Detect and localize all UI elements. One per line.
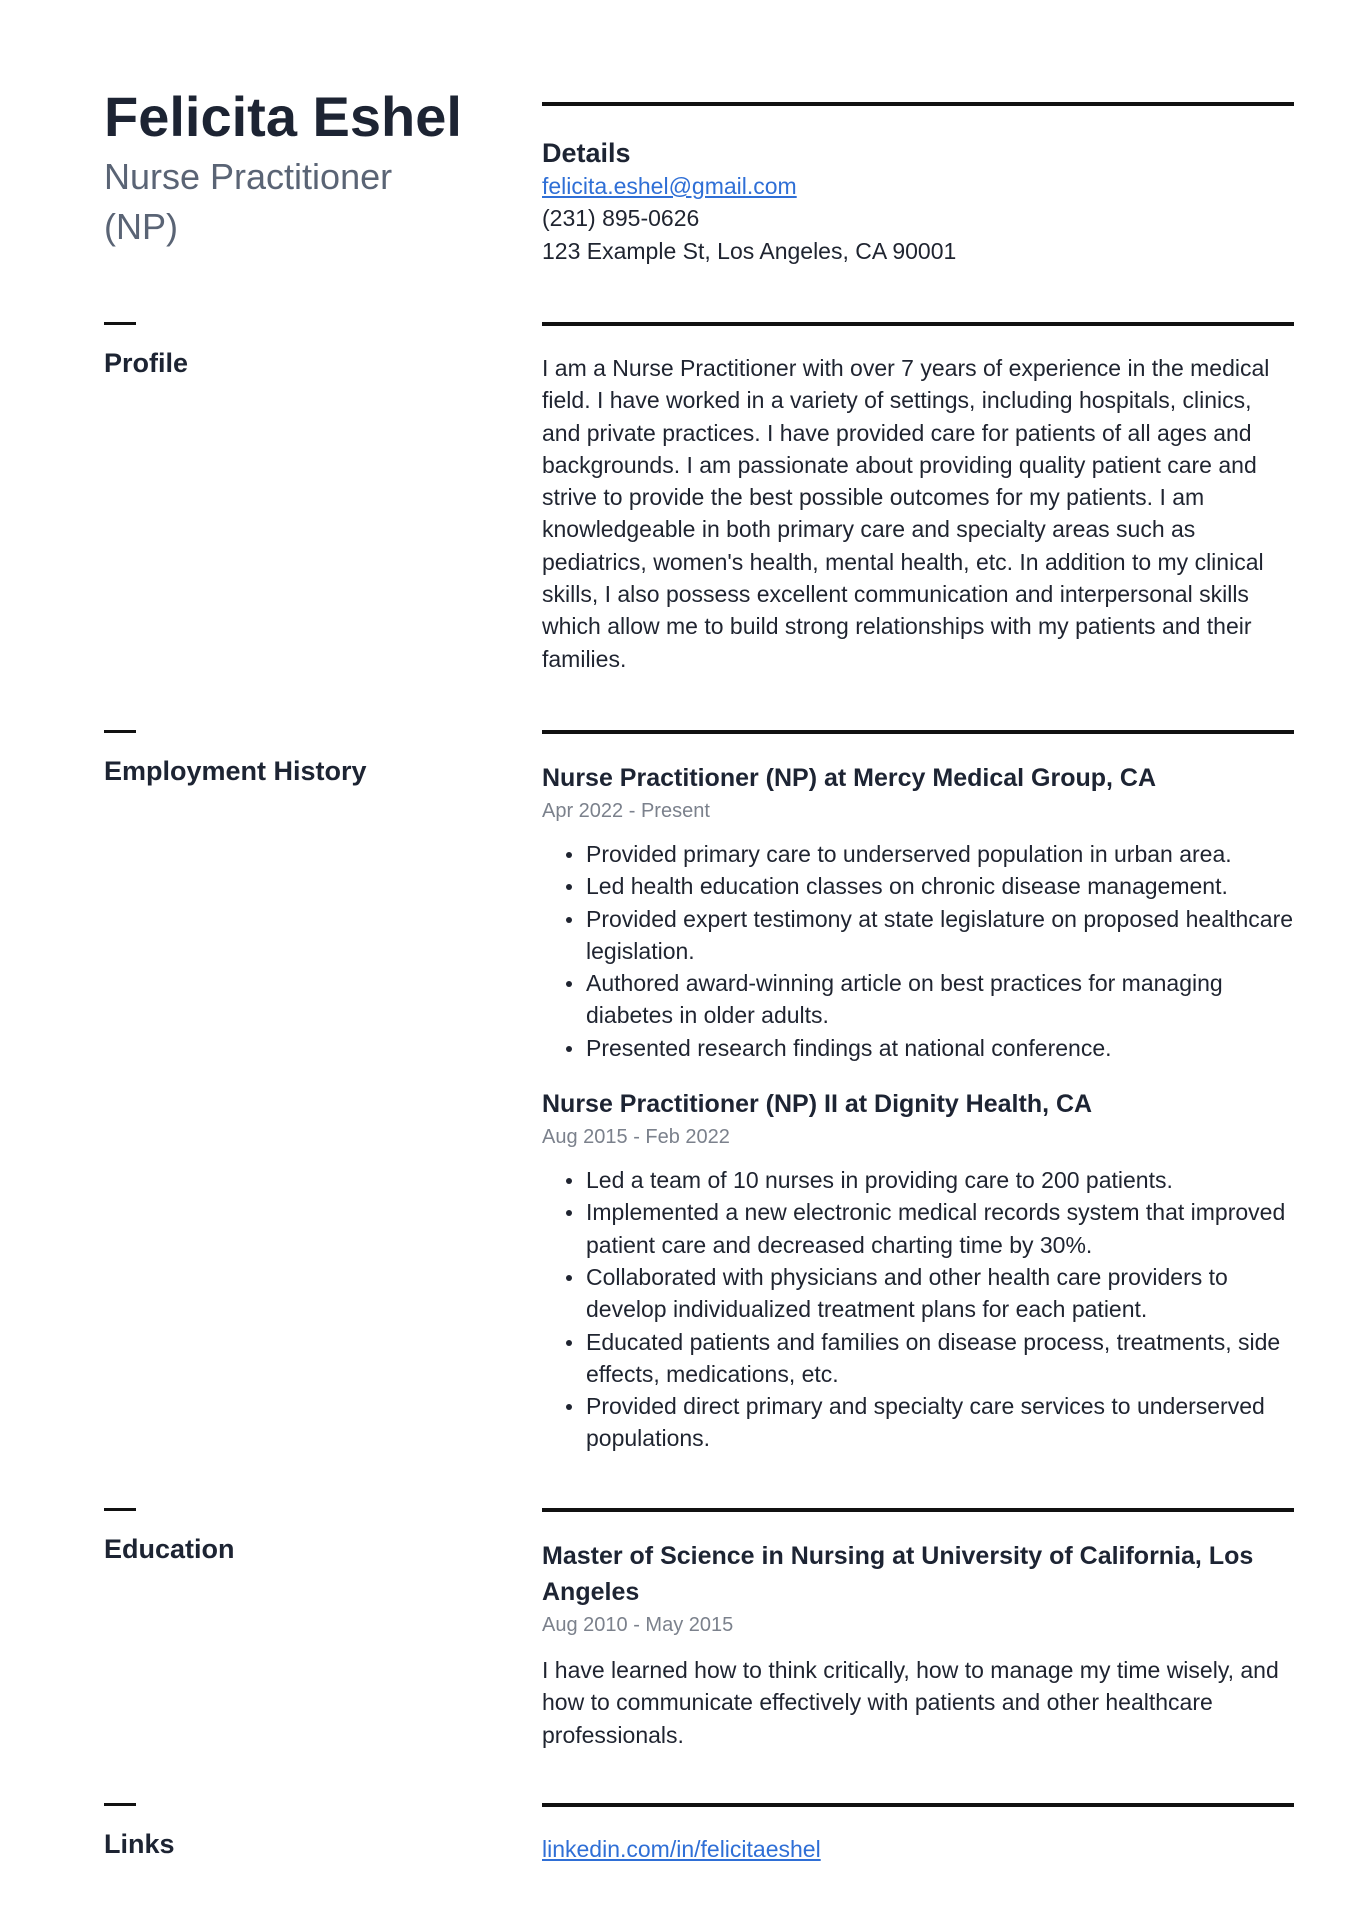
- list-item: Educated patients and families on disease process, treatments, side effects, medications, etc.: [542, 1326, 1294, 1391]
- candidate-job-title: Nurse Practitioner (NP): [104, 156, 393, 247]
- details-heading: Details: [542, 138, 631, 168]
- list-item: Led health education classes on chronic disease management.: [542, 870, 1294, 902]
- education-text: I have learned how to think critically, how to manage my time wisely, and how to communicate effectively with patients and other healthcare professionals.: [542, 1657, 1279, 1748]
- list-item: Implemented a new electronic medical records system that improved patient care and decreased charting time by 30%.: [542, 1196, 1294, 1261]
- profile-dash: [104, 322, 136, 325]
- list-item: Collaborated with physicians and other health care providers to develop individualized treatment plans for each patient.: [542, 1261, 1294, 1326]
- candidate-name: Felicita Eshel: [104, 85, 462, 148]
- profile-text: I am a Nurse Practitioner with over 7 years of experience in the medical field. I have worked in a variety of settings, including hospitals, clinics, and private practices. I have provided care for patients of all ages and backgrounds. I am passionate about providing quality patient care and strive to provide the best possible outcomes for my patients. I am knowledgeable in both primary care and specialty areas such as pediatrics, women's health, mental health, etc. In addition to my clinical skills, I also possess excellent communication and interpersonal skills which allow me to build strong relationships with my patients and their families.: [542, 355, 1270, 672]
- links-dash: [104, 1803, 136, 1806]
- education-section: [542, 1508, 1294, 1751]
- employment-dash: [104, 730, 136, 733]
- links-divider: [542, 1803, 1294, 1807]
- links-label: Links: [104, 1829, 175, 1859]
- job-entry: [542, 1086, 1294, 1455]
- list-item: Provided primary care to underserved population in urban area.: [542, 838, 1294, 870]
- address: 123 Example St, Los Angeles, CA 90001: [542, 237, 957, 264]
- job-entry: [542, 760, 1294, 1064]
- education-dates: Aug 2010 - May 2015: [542, 1614, 734, 1636]
- employment-label: Employment History: [104, 756, 367, 786]
- job-bullets: [542, 838, 1294, 1064]
- employment-section: [542, 730, 1294, 1455]
- degree-title: Master of Science in Nursing at University of California, Los Angeles: [542, 1542, 1254, 1606]
- list-item: Authored award-winning article on best practices for managing diabetes in older adults.: [542, 967, 1294, 1032]
- job-dates: Aug 2015 - Feb 2022: [542, 1126, 730, 1149]
- education-divider: [542, 1508, 1294, 1512]
- list-item: Provided expert testimony at state legislature on proposed healthcare legislation.: [542, 903, 1294, 968]
- phone-number: (231) 895-0626: [542, 205, 700, 232]
- job-title: Nurse Practitioner (NP) II at Dignity Health, CA: [542, 1090, 1093, 1119]
- links-section: [542, 1803, 1294, 1865]
- education-dash: [104, 1508, 136, 1511]
- list-item: Led a team of 10 nurses in providing care to 200 patients.: [542, 1164, 1294, 1196]
- email-link-text[interactable]: felicita.eshel@gmail.com: [542, 173, 797, 199]
- list-item: Presented research findings at national conference.: [542, 1032, 1294, 1064]
- details-divider: [542, 102, 1294, 106]
- profile-divider: [542, 322, 1294, 326]
- job-bullets: [542, 1164, 1294, 1455]
- profile-section: [542, 322, 1294, 675]
- details-section: [542, 102, 1294, 267]
- job-title: Nurse Practitioner (NP) at Mercy Medical Group, CA: [542, 764, 1157, 792]
- list-item: Provided direct primary and specialty care services to underserved populations.: [542, 1390, 1294, 1455]
- linkedin-link[interactable]: [542, 1833, 1294, 1865]
- profile-label: Profile: [104, 348, 189, 378]
- job-dates: Apr 2022 - Present: [542, 800, 710, 822]
- linkedin-link-text[interactable]: linkedin.com/in/felicitaeshel: [542, 1836, 821, 1862]
- email-link[interactable]: [542, 170, 1294, 202]
- employment-divider: [542, 730, 1294, 734]
- education-label: Education: [104, 1534, 235, 1564]
